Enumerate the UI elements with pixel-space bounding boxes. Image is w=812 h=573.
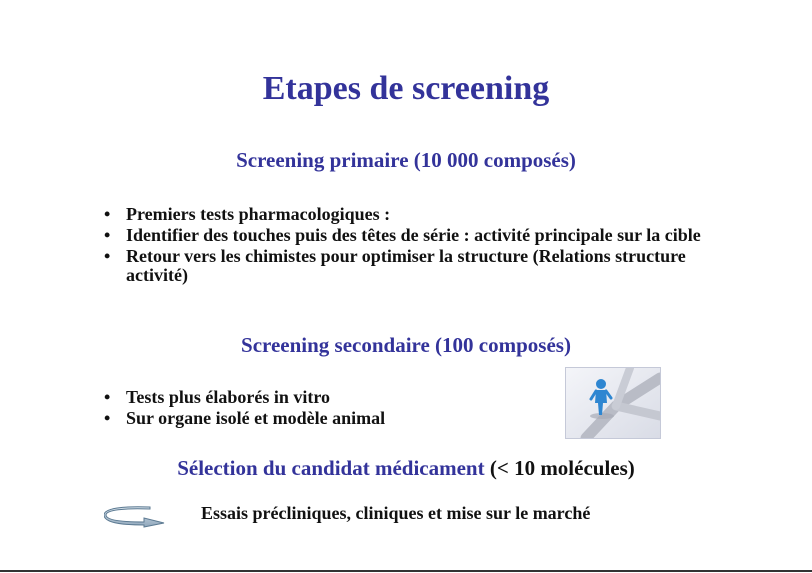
secondary-screening-heading: Screening secondaire (100 composés) <box>241 333 571 357</box>
candidate-selection-count: (< 10 molécules) <box>484 456 635 480</box>
footer-text: Essais précliniques, cliniques et mise sur le marché <box>201 503 591 523</box>
list-item: • Tests plus élaborés in vitro <box>104 388 524 407</box>
slide-title: Etapes de screening <box>262 70 550 107</box>
bottom-divider <box>0 570 812 572</box>
candidate-selection-heading <box>0 456 812 481</box>
primary-screening-heading: Screening primaire (10 000 composés) <box>236 148 576 172</box>
secondary-bullet-list <box>104 388 524 430</box>
person-crossroads-illustration <box>565 367 661 439</box>
list-item: • Premiers tests pharmacologiques : <box>104 205 704 224</box>
primary-bullet-list <box>104 205 704 287</box>
curved-arrow-icon <box>104 506 168 528</box>
list-item: • Sur organe isolé et modèle animal <box>104 409 524 428</box>
candidate-selection-title: Sélection du candidat médicament <box>177 456 485 480</box>
crossroads-icon <box>566 368 660 438</box>
list-item: • Identifier des touches puis des têtes de série : activité principale sur la cible <box>104 226 704 245</box>
list-item: • Retour vers les chimistes pour optimiser la structure (Relations structure activité) <box>104 247 704 285</box>
